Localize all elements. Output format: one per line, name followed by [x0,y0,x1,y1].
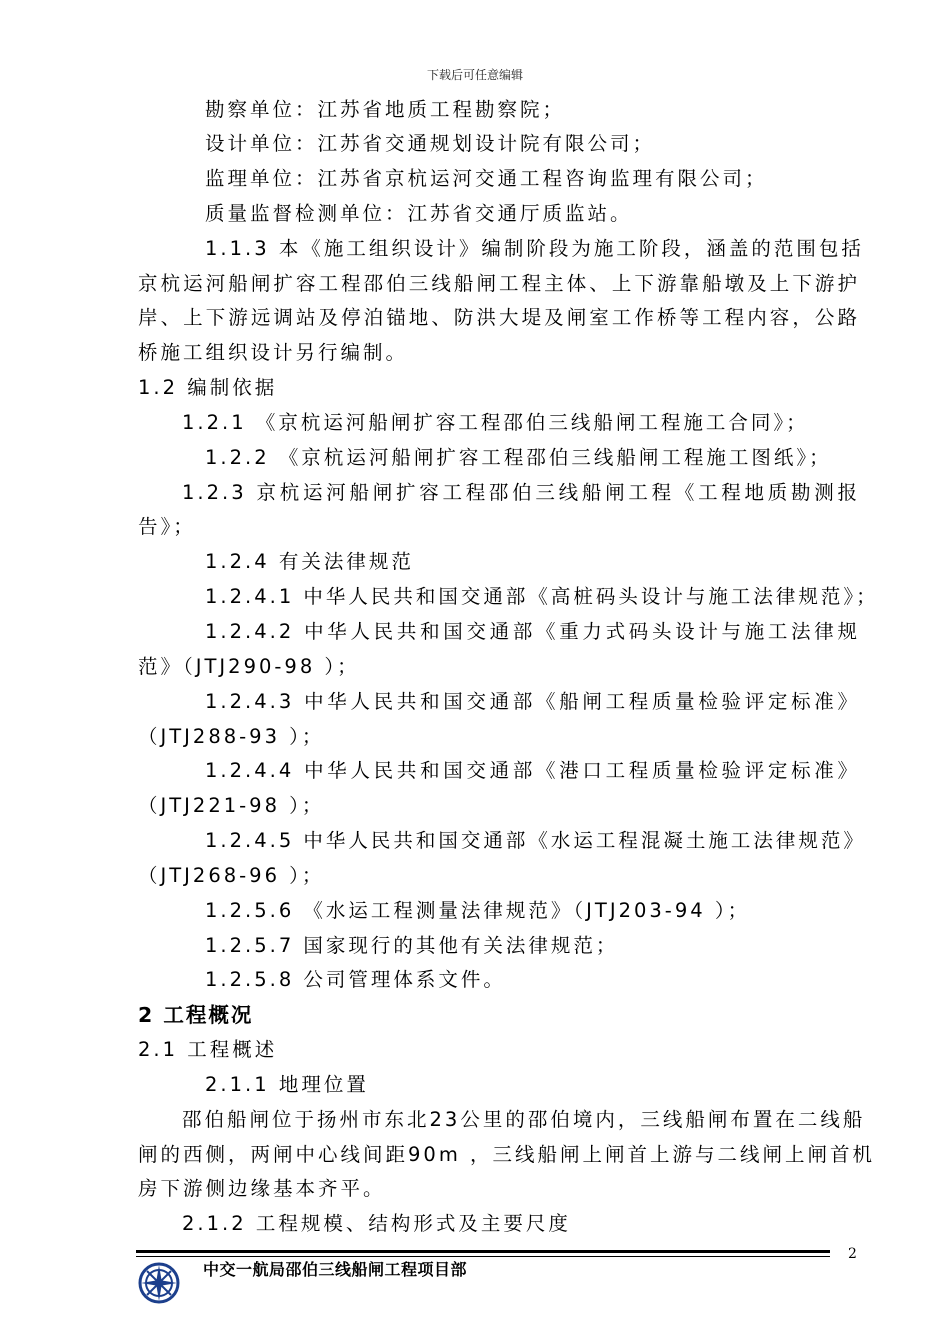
footer-rule [136,1250,830,1253]
section-heading: 1.2 编制依据 [138,376,278,399]
paragraph-line: 1.2.4 有关法律规范 [205,550,414,573]
paragraph-line: （JTJ268-96 ）； [138,864,325,887]
paragraph-line: 监理单位：江苏省京杭运河交通工程咨询监理有限公司； [205,167,768,190]
subsection-heading: 2.1.1 地理位置 [205,1073,369,1096]
footer-organization: 中交一航局邵伯三线船闸工程项目部 [203,1260,468,1279]
paragraph-line: 1.2.4.2 中华人民共和国交通部《重力式码头设计与施工法律规 [205,620,860,643]
paragraph-line: 勘察单位：江苏省地质工程勘察院； [205,98,566,121]
paragraph-line: 1.2.4.5 中华人民共和国交通部《水运工程混凝土施工法律规范》 [205,829,866,852]
section-heading: 2.1 工程概述 [138,1038,278,1061]
paragraph-line: 1.2.3 京杭运河船闸扩容工程邵伯三线船闸工程《工程地质勘测报 [182,481,860,504]
paragraph-line: 设计单位：江苏省交通规划设计院有限公司； [205,132,656,155]
paragraph-line: 质量监督检测单位：江苏省交通厅质监站。 [205,202,633,225]
page-header: 下载后可任意编辑 [426,68,523,82]
subsection-heading: 2.1.2 工程规模、结构形式及主要尺度 [182,1212,571,1235]
paragraph-line: 1.2.4.3 中华人民共和国交通部《船闸工程质量检验评定标准》 [205,690,860,713]
paragraph-line: 房下游侧边缘基本齐平。 [138,1177,386,1200]
paragraph-line: 京杭运河船闸扩容工程邵伯三线船闸工程主体、上下游靠船墩及上下游护 [138,272,860,295]
paragraph-line: 岸、上下游远调站及停泊锚地、防洪大堤及闸室工作桥等工程内容，公路 [138,306,860,329]
page-number: 2 [848,1246,857,1262]
paragraph-line: 桥施工组织设计另行编制。 [138,341,409,364]
paragraph-line: （JTJ221-98 ）； [138,794,325,817]
paragraph-line: （JTJ288-93 ）； [138,725,325,748]
paragraph-line: 1.2.5.8 公司管理体系文件。 [205,968,506,991]
paragraph-line: 1.2.4.1 中华人民共和国交通部《高桩码头设计与施工法律规范》； [205,585,879,608]
paragraph-line: 闸的西侧，两闸中心线间距90m ，三线船闸上闸首上游与二线闸上闸首机 [138,1143,876,1166]
paragraph-line: 1.2.5.6 《水运工程测量法律规范》（JTJ203-94 ）； [205,899,751,922]
chapter-heading: 2 工程概况 [138,1003,254,1027]
company-logo-icon [134,1256,184,1306]
paragraph-line: 范》（JTJ290-98 ）； [138,655,360,678]
paragraph-line: 1.2.2 《京杭运河船闸扩容工程邵伯三线船闸工程施工图纸》； [205,446,832,469]
paragraph-line: 1.1.3 本《施工组织设计》编制阶段为施工阶段，涵盖的范围包括 [205,237,864,260]
paragraph-line: 1.2.4.4 中华人民共和国交通部《港口工程质量检验评定标准》 [205,759,860,782]
paragraph-line: 1.2.5.7 国家现行的其他有关法律规范； [205,934,619,957]
paragraph-line: 1.2.1 《京杭运河船闸扩容工程邵伯三线船闸工程施工合同》； [182,411,809,434]
paragraph-line: 告》； [138,515,196,538]
paragraph-line: 邵伯船闸位于扬州市东北23公里的邵伯境内，三线船闸布置在二线船 [182,1108,866,1131]
